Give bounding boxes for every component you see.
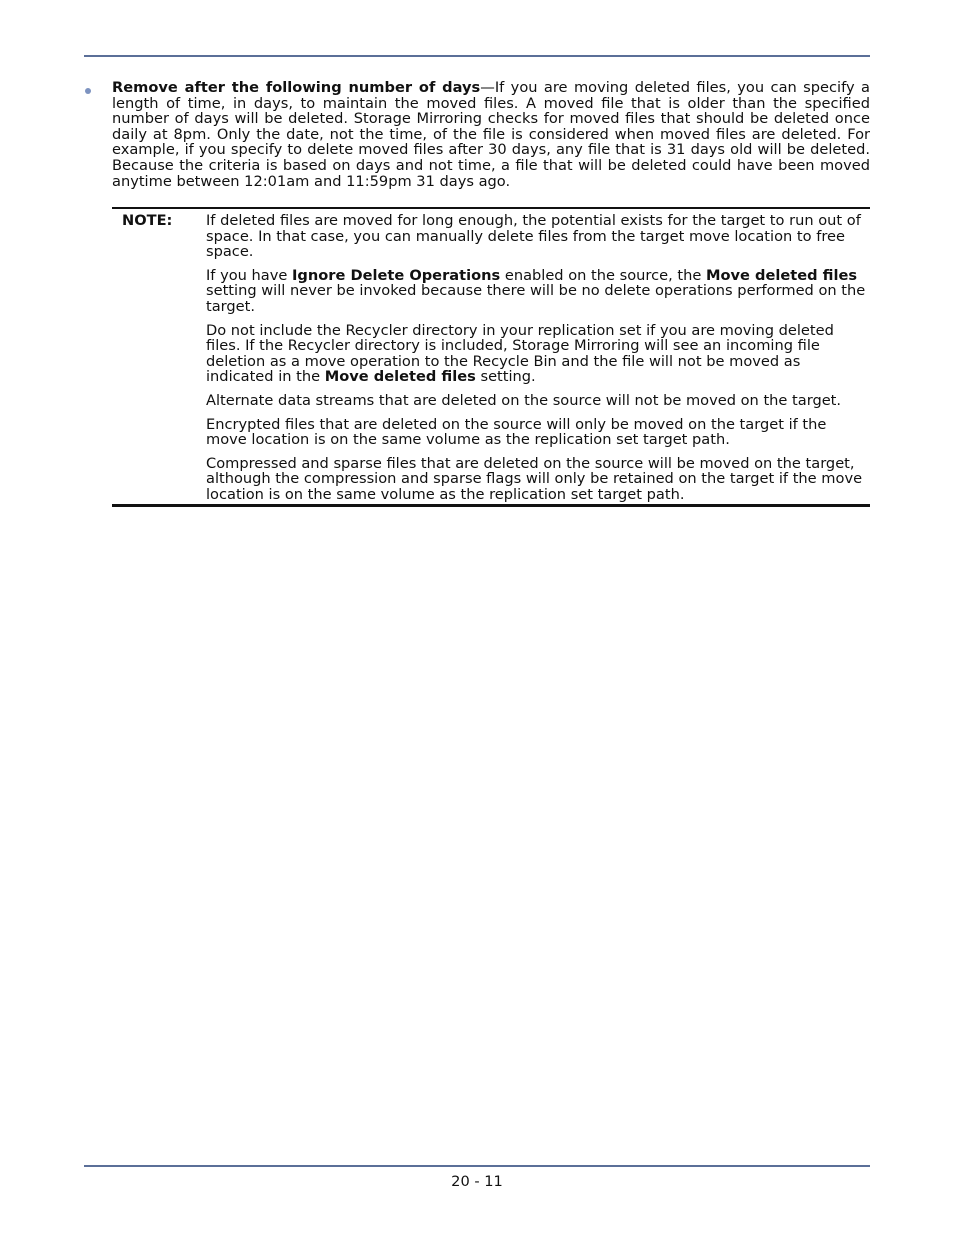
- ignore-delete-operations-term: Ignore Delete Operations: [291, 266, 501, 284]
- note-paragraph-6: Compressed and sparse files that are deleted on the source will be moved on the target, although the compression and sparse flags will only be retained on the target if the move location is on the same volume as the replication set target path.: [206, 454, 863, 503]
- move-deleted-files-term: Move deleted files: [324, 368, 476, 386]
- header-rule: [84, 55, 870, 57]
- note-body: [206, 213, 866, 511]
- bullet-dot-icon: [85, 88, 91, 94]
- bullet-paragraph: [112, 80, 870, 189]
- note-paragraph-2: If you have Ignore Delete Operations enabled on the source, the Move deleted files setting will never be invoked because there will be no delete operations performed on the target.: [206, 266, 866, 315]
- page-number: 20 - 11: [451, 1173, 503, 1190]
- note-paragraph-1: If deleted files are moved for long enough, the potential exists for the target to run out of space. In that case, you can manually delete files from the target move location to free space.: [206, 212, 861, 261]
- note-box: [112, 207, 870, 507]
- footer-rule: [84, 1165, 870, 1167]
- move-deleted-files-term: Move deleted files: [705, 266, 858, 284]
- note-label: NOTE:: [122, 212, 173, 229]
- bullet-item-remove-after-days: [84, 80, 870, 189]
- note-paragraph-3: Do not include the Recycler directory in your replication set if you are moving deleted files. If the Recycler directory is included, Storage Mirroring will see an incoming file deletion as a move operation to the Recycle Bin and the file will not be moved as indicated in the Move deleted files setting.: [206, 321, 834, 386]
- note-paragraph-4: Alternate data streams that are deleted on the source will not be moved on the target.: [206, 391, 842, 409]
- bullet-term: Remove after the following number of days: [112, 79, 481, 96]
- note-paragraph-5: Encrypted files that are deleted on the source will only be moved on the target if the move location is on the same volume as the replication set target path.: [206, 415, 827, 449]
- bullet-description: —If you are moving deleted files, you can specify a length of time, in days, to maintain the moved files. A moved file that is older than the specified number of days will be deleted. Storage Mirroring checks for moved files that should be deleted once daily at 8pm. Only the date, not the time, of the file is considered when moved files are deleted. For example, if you specify to delete moved files after 30 days, any file that is 31 days old will be deleted. Because the criteria is based on days and not time, a file that will be deleted could have been moved anytime between 12:01am and 11:59pm 31 days ago.: [112, 79, 870, 190]
